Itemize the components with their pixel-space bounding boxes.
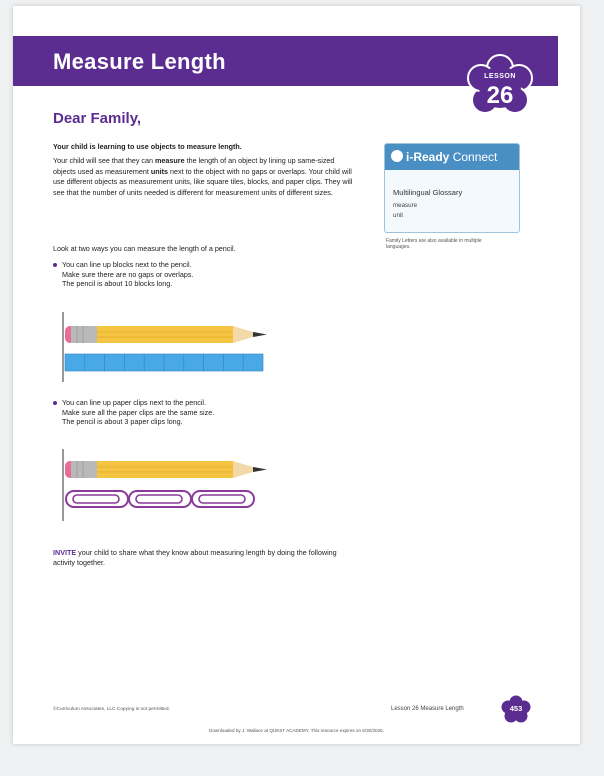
pencil-clips-figure: [61, 449, 271, 523]
glossary-term: unit: [393, 212, 403, 219]
paper-clip: [129, 491, 191, 507]
document-page: [13, 6, 580, 744]
pencil-body: [97, 326, 233, 343]
measurement-block: [105, 354, 125, 371]
paper-clip-inner: [136, 495, 182, 503]
measurement-block: [85, 354, 105, 371]
blocks-bullet: [53, 260, 322, 289]
bullet-line: Make sure all the paper clips are the same size.: [62, 407, 215, 417]
iready-logo-icon: [391, 150, 403, 162]
pencil-ferrule: [71, 326, 97, 343]
bullet-line: The pencil is about 3 paper clips long.: [62, 417, 183, 427]
measurement-block: [223, 354, 243, 371]
measurement-block: [204, 354, 224, 371]
para-text: the length of an object by lining up same-sized objects used as measurement: [53, 156, 335, 176]
para-text: next to the object with no gaps or overlaps. Your child will use different objects as measurement units, like square tiles, blocks, and paper clips. They will see that the number of units needed is different for measurement units of different sizes.: [53, 166, 353, 197]
pencil-blocks-figure: [61, 312, 271, 384]
blocks-row: [65, 354, 263, 371]
download-note: Downloaded by J. Wallace at QUEST ACADEMY. This resource expires on 6/30/2025.: [209, 728, 384, 733]
bullet-dot-icon: [53, 401, 57, 405]
invite-word: INVITE: [53, 548, 77, 557]
bullet-line: You can line up blocks next to the pencil.: [62, 260, 192, 269]
languages-note: Family Letters are also available in multiple languages.: [386, 238, 482, 251]
measurement-block: [243, 354, 263, 371]
copyright-text: ©Curriculum Associates, LLC Copying is not permitted.: [53, 707, 170, 712]
bullet-line: You can line up paper clips next to the pencil.: [62, 398, 206, 407]
paper-clip-inner: [199, 495, 245, 503]
measurement-block: [124, 354, 144, 371]
lesson-label: LESSON: [484, 73, 516, 80]
measurement-block: [144, 354, 164, 371]
glossary-title: Multilingual Glossary: [393, 188, 463, 197]
lesson-number: 26: [486, 82, 514, 109]
clips-bullet: [53, 398, 322, 427]
look-at-sentence: Look at two ways you can measure the length of a pencil.: [53, 244, 236, 253]
brand-name: i-Ready: [406, 150, 450, 164]
page-number: 453: [509, 704, 523, 713]
term-units: units: [150, 166, 169, 176]
page-title: Measure Length: [53, 49, 226, 74]
paper-clip: [66, 491, 128, 507]
clips-row: [66, 491, 254, 507]
brand-suffix: Connect: [449, 150, 498, 164]
paper-clip-inner: [73, 495, 119, 503]
bullet-line: Make sure there are no gaps or overlaps.: [62, 269, 194, 279]
connect-header: [385, 144, 519, 170]
glossary-term: measure: [393, 202, 418, 209]
pencil-body: [97, 461, 233, 478]
invite-text: your child to share what they know about measuring length by doing the following activity together.: [53, 548, 337, 567]
measurement-block: [184, 354, 204, 371]
lesson-reference: Lesson 26 Measure Length: [391, 706, 464, 712]
connect-title: [406, 144, 497, 170]
measurement-block: [65, 354, 85, 371]
invite-paragraph: [53, 548, 353, 568]
term-measure: measure: [155, 156, 185, 165]
pencil-ferrule: [71, 461, 97, 478]
intro-paragraph: [53, 156, 353, 198]
paper-clip: [192, 491, 254, 507]
iready-connect-box: [384, 143, 520, 233]
measurement-block: [164, 354, 184, 371]
salutation: Dear Family,: [53, 110, 142, 127]
lead-sentence: Your child is learning to use objects to measure length.: [53, 142, 242, 151]
para-text: Your child will see that they can: [53, 156, 156, 165]
bullet-dot-icon: [53, 263, 57, 267]
bullet-line: The pencil is about 10 blocks long.: [62, 279, 173, 289]
